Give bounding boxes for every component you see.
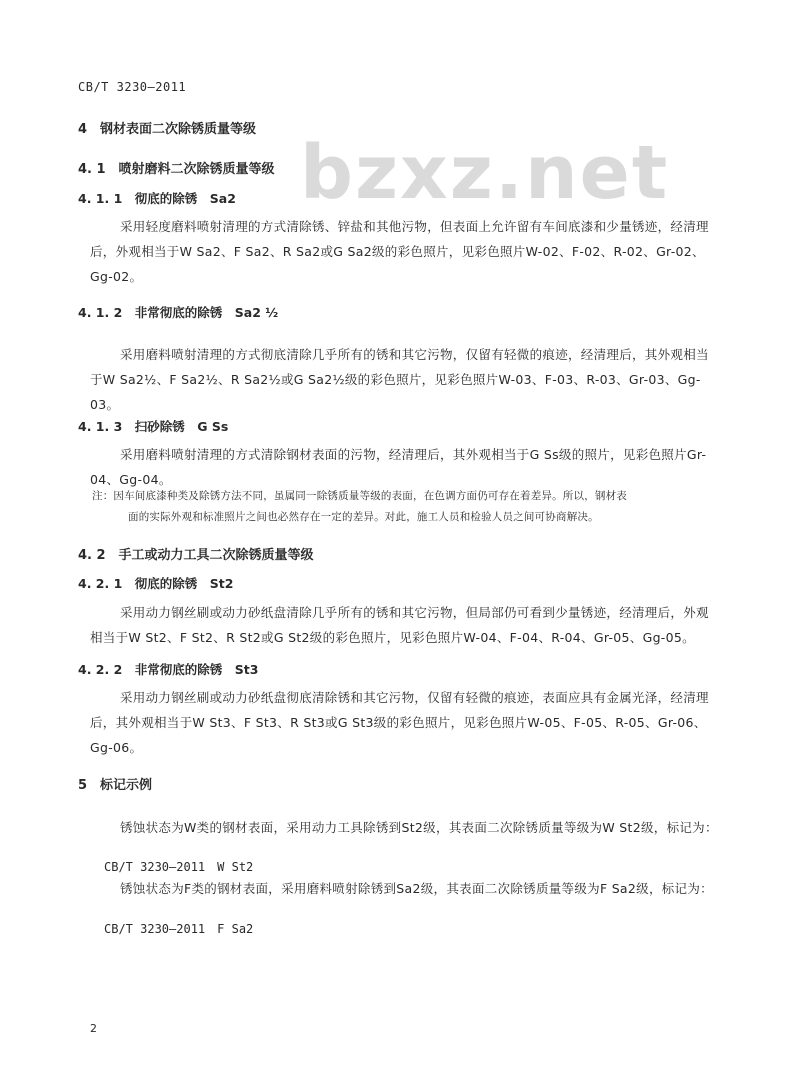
section-5-heading: 5 标记示例 xyxy=(78,778,153,793)
section-4-1-heading: 4. 1 喷射磨料二次除锈质量等级 xyxy=(78,162,275,177)
section-4-heading: 4 钢材表面二次除锈质量等级 xyxy=(78,122,257,137)
note-line-1: 注：因车间底漆种类及除锈方法不同，虽属同一除锈质量等级的表面，在色调方面仍可存在着差异。所以，钢材表 xyxy=(92,490,627,502)
section-4-1-2-heading: 4. 1. 2 非常彻底的除锈 Sa2 ½ xyxy=(78,305,279,320)
section-4-2-1-paragraph: 采用动力钢丝刷或动力砂纸盘清除几乎所有的锈和其它污物，但局部仍可看到少量锈迹，经清理后，外观相当于W St2、F St2、R St2或G St2级的彩色照片，见彩色照片W-04、F-04、R-04、Gr-05、Gg-05。 xyxy=(90,605,709,645)
section-4-1-1-paragraph: 采用轻度磨料喷射清理的方式清除锈、锌盐和其他污物，但表面上允许留有车间底漆和少量锈迹，经清理后，外观相当于W Sa2、F Sa2、R Sa2或G Sa2级的彩色照片，见彩色照片W-02、F-02、R-02、Gr-02、Gg-02。 xyxy=(90,219,709,284)
note xyxy=(92,486,718,528)
section-5-example-2-text: 锈蚀状态为F类的钢材表面，采用磨料喷射除锈到Sa2级，其表面二次除锈质量等级为F Sa2级，标记为： xyxy=(120,881,713,896)
section-4-1-3-heading: 4. 1. 3 扫砂除锈 G Ss xyxy=(78,419,229,434)
section-4-1-3-paragraph: 采用磨料喷射清理的方式清除钢材表面的污物，经清理后，其外观相当于G Ss级的照片，见彩色照片Gr-04、Gg-04。 xyxy=(90,447,707,487)
section-5-example-1-code: CB/T 3230—2011 W St2 xyxy=(104,860,254,874)
section-5-example-2-code: CB/T 3230—2011 F Sa2 xyxy=(104,922,254,936)
section-4-2-2-paragraph: 采用动力钢丝刷或动力砂纸盘彻底清除锈和其它污物，仅留有轻微的痕迹，表面应具有金属光泽，经清理后，其外观相当于W St3、F St3、R St3或G St3级的彩色照片，见彩色照片W-05、F-05、R-05、Gr-06、Gg-06。 xyxy=(90,690,709,755)
section-4-2-2-heading: 4. 2. 2 非常彻底的除锈 St3 xyxy=(78,662,259,677)
section-4-2-heading: 4. 2 手工或动力工具二次除锈质量等级 xyxy=(78,548,314,563)
note-line-2: 面的实际外观和标准照片之间也必然存在一定的差异。对此，施工人员和检验人员之间可协商解决。 xyxy=(128,511,599,523)
standard-code-header: CB/T 3230—2011 xyxy=(78,80,187,94)
section-4-2-1-heading: 4. 2. 1 彻底的除锈 St2 xyxy=(78,576,234,591)
page-number: 2 xyxy=(90,1022,97,1035)
section-4-1-1-heading: 4. 1. 1 彻底的除锈 Sa2 xyxy=(78,191,236,206)
watermark: bzxz.net xyxy=(300,130,670,216)
section-4-1-2-paragraph: 采用磨料喷射清理的方式彻底清除几乎所有的锈和其它污物，仅留有轻微的痕迹，经清理后，其外观相当于W Sa2½、F Sa2½、R Sa2½或G Sa2½级的彩色照片，见彩色照片W-03、F-03、R-03、Gr-03、Gg-03。 xyxy=(90,347,709,412)
section-5-example-1-text: 锈蚀状态为W类的钢材表面，采用动力工具除锈到St2级，其表面二次除锈质量等级为W St2级，标记为： xyxy=(120,820,718,835)
